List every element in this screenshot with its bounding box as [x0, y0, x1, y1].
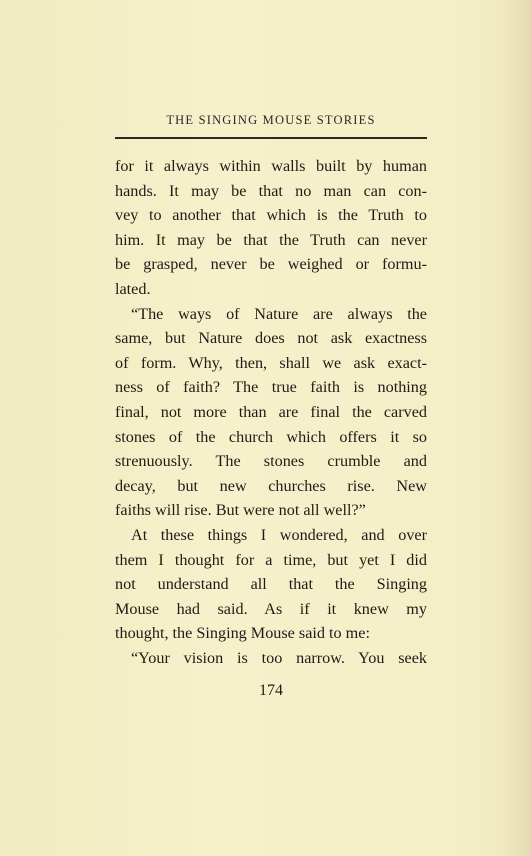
- text-line: of form. Why, then, shall we ask exact-: [115, 353, 427, 372]
- text-line: lated.: [115, 279, 151, 298]
- text-line: for it always within walls built by human: [115, 157, 427, 175]
- header-rule: [115, 137, 427, 139]
- text-line: Mouse had said. As if it knew my: [115, 599, 427, 618]
- text-line: him. It may be that the Truth can never: [115, 230, 427, 249]
- running-head: THE SINGING MOUSE STORIES: [166, 113, 376, 127]
- paragraph-start: “Your vision is too narrow. You seek: [131, 648, 427, 667]
- text-line: decay, but new churches rise. New: [115, 476, 427, 495]
- text-line: hands. It may be that no man can con-: [115, 181, 427, 200]
- text-line: thought, the Singing Mouse said to me:: [115, 624, 370, 643]
- text-line: strenuously. The stones crumble and: [115, 452, 427, 471]
- text-line: not understand all that the Singing: [115, 575, 427, 594]
- page-number: 174: [259, 682, 283, 699]
- text-line: them I thought for a time, but yet I did: [115, 550, 427, 569]
- paragraph-start: At these things I wondered, and over: [131, 525, 427, 544]
- body-text: [115, 154, 427, 670]
- text-line: final, not more than are final the carved: [115, 402, 427, 421]
- paragraph-start: “The ways of Nature are always the: [131, 304, 427, 323]
- text-line: same, but Nature does not ask exactness: [115, 329, 427, 348]
- text-line: vey to another that which is the Truth to: [115, 206, 427, 225]
- text-line: ness of faith? The true faith is nothing: [115, 378, 427, 397]
- text-line: stones of the church which offers it so: [115, 427, 427, 446]
- page-edge-shadow: [501, 0, 531, 856]
- text-line: faiths will rise. But were not all well?”: [115, 501, 366, 520]
- text-line: be grasped, never be weighed or formu-: [115, 255, 427, 274]
